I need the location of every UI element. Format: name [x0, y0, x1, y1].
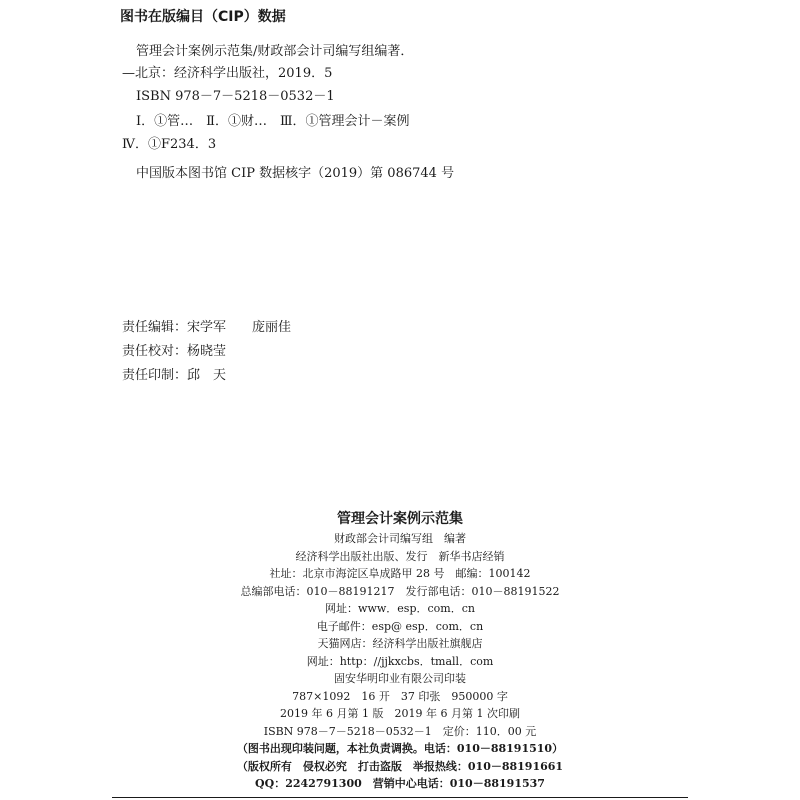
imprint-format: 787×1092 16 开 37 印张 950000 字 — [292, 689, 508, 703]
imprint-book-title: 管理会计案例示范集 — [337, 511, 463, 527]
imprint-author: 财政部会计司编写组 编著 — [334, 532, 466, 545]
imprint-email: 电子邮件：esp@ esp．com．cn — [316, 619, 484, 633]
staff-editor: 责任编辑：宋学军 庞丽佳 — [122, 320, 292, 335]
imprint-isbn-price: ISBN 978－7－5218－0532－1 定价：110．00 元 — [263, 724, 537, 738]
cip-line-isbn: ISBN 978－7－5218－0532－1 — [136, 89, 335, 104]
imprint-publisher: 经济科学出版社出版、发行 新华书店经销 — [295, 549, 505, 563]
imprint-printer: 固安华明印业有限公司印装 — [334, 672, 466, 685]
imprint-website: 网址：www．esp．com．cn — [325, 602, 475, 615]
staff-proofreader: 责任校对：杨晓莹 — [122, 344, 227, 359]
staff-credits — [122, 316, 291, 388]
imprint-phones: 总编部电话：010－88191217 发行部电话：010－88191522 — [240, 584, 560, 598]
imprint-edition: 2019 年 6 月第 1 版 2019 年 6 月第 1 次印刷 — [280, 707, 520, 720]
cip-header: 图书在版编目（CIP）数据 — [120, 9, 286, 25]
imprint-tmall-url: 网址：http：//jjkxcbs．tmall．com — [306, 654, 494, 668]
imprint-defect-notice: （图书出现印装问题，本社负责调换。电话：010－88191510） — [236, 742, 564, 755]
imprint-tmall-store: 天猫网店：经济科学出版社旗舰店 — [317, 637, 483, 650]
staff-printing: 责任印制：邱 天 — [122, 368, 227, 383]
imprint-copyright-notice: （版权所有 侵权必究 打击盗版 举报热线：010－88191661 — [236, 759, 564, 773]
imprint-address: 社址：北京市海淀区阜成路甲 28 号 邮编：100142 — [269, 567, 531, 580]
imprint-block — [200, 508, 600, 793]
cip-line-record-number: 中国版本图书馆 CIP 数据核字（2019）第 086744 号 — [136, 166, 455, 181]
cip-line-classification: Ⅳ．①F234．3 — [122, 137, 217, 152]
cip-line-publisher: —北京：经济科学出版社，2019．5 — [122, 66, 333, 81]
imprint-contact: QQ：2242791300 营销中心电话：010－88191537 — [255, 777, 545, 790]
cip-line-title: 管理会计案例示范集/财政部会计司编写组编著． — [136, 44, 414, 59]
bottom-rule — [112, 797, 688, 798]
cip-line-subjects: Ⅰ．①管… Ⅱ．①财… Ⅲ．①管理会计－案例 — [136, 114, 410, 129]
